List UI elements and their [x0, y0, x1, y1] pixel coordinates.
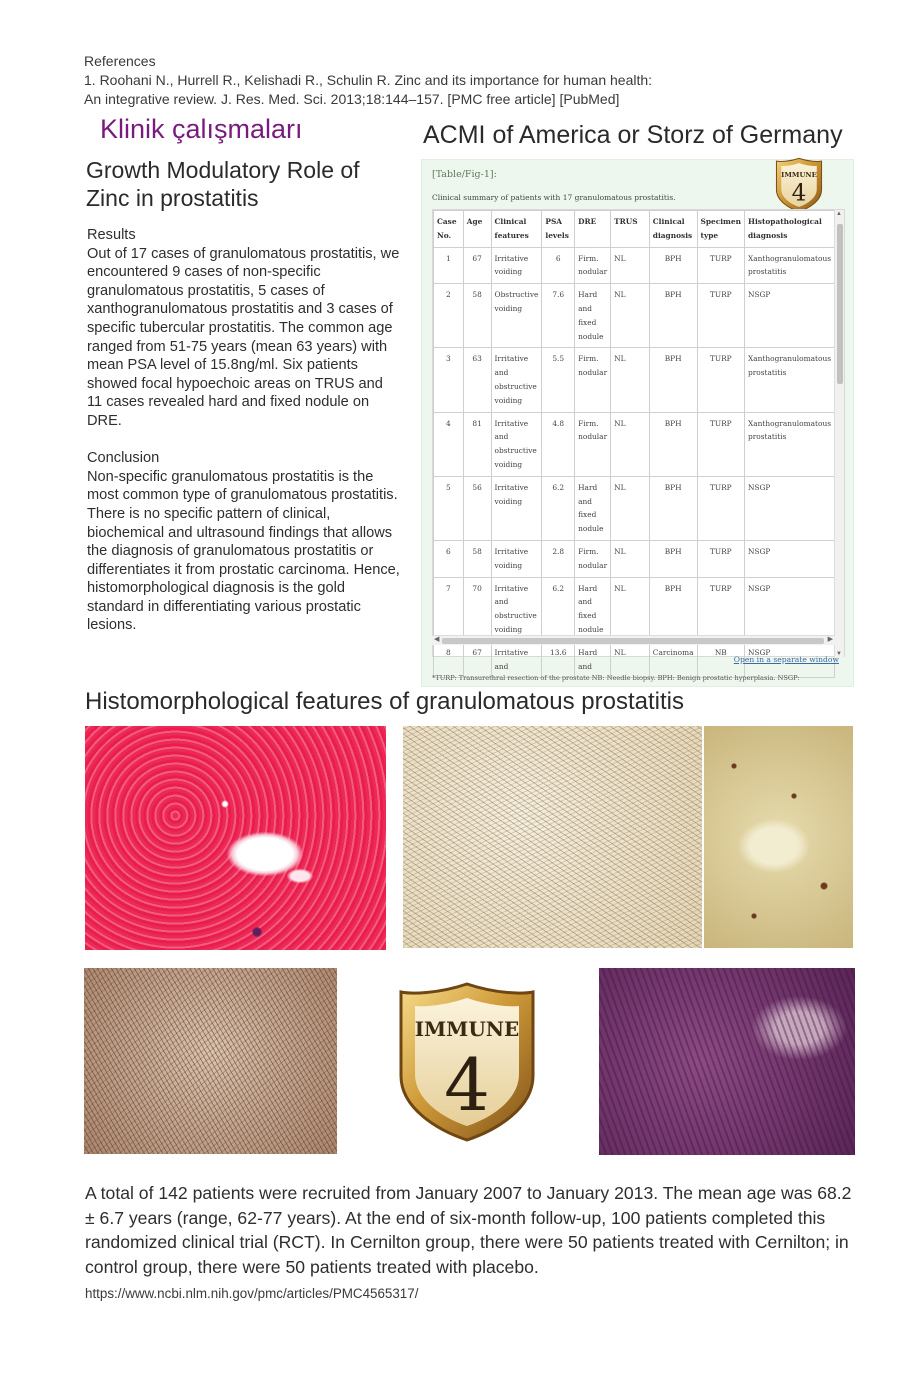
table-cell: NL [611, 476, 650, 540]
table-cell: TURP [697, 412, 744, 476]
th-age: Age [463, 211, 491, 248]
table-cell: 2 [434, 284, 464, 348]
table-cell: Irritative and obstructive voiding [491, 412, 542, 476]
results-section [87, 226, 402, 635]
table-cell: 4 [434, 412, 464, 476]
table-cell: NL [611, 284, 650, 348]
table-cell: Xanthogranulomatous prostatitis [745, 348, 835, 412]
table-cell: Obstructive voiding [491, 284, 542, 348]
table-cell: Xanthogranulomatous prostatitis [745, 412, 835, 476]
klinik-title: Klinik çalışmaları [100, 114, 303, 144]
table-row [434, 577, 835, 641]
table-cell: NL [611, 641, 650, 678]
table-cell: Firm. nodular [575, 247, 611, 284]
table-cell: NSGP [745, 577, 835, 641]
immune4-logo [397, 980, 537, 1144]
table-cell: NL [611, 412, 650, 476]
results-heading: Results [87, 227, 136, 243]
table-cell: Hard and fixed nodule [575, 577, 611, 641]
table-panel [421, 159, 854, 687]
table-cell: Irritative voiding [491, 540, 542, 577]
scroll-up-arrow-icon[interactable]: ▲ [836, 211, 842, 217]
histology-image-purple-stain [599, 968, 855, 1155]
th-clinical-diagnosis: Clinical diagnosis [649, 211, 697, 248]
table-cell: Firm. nodular [575, 348, 611, 412]
table-cell: TURP [697, 247, 744, 284]
table-cell: NB [697, 641, 744, 678]
table-cell: 3 [434, 348, 464, 412]
histology-image-brown-stain [84, 968, 337, 1154]
table-cell: 1 [434, 247, 464, 284]
table-cell: 81 [463, 412, 491, 476]
table-cell: 70 [463, 577, 491, 641]
table-cell: BPH [649, 476, 697, 540]
table-cell: Hard and fixed nodule [575, 284, 611, 348]
table-header-row [434, 211, 835, 248]
table-cell: Firm. nodular [575, 412, 611, 476]
table-cell: 67 [463, 247, 491, 284]
table-row [434, 247, 835, 284]
acmi-title: ACMI of America or Storz of Germany [423, 121, 843, 149]
table-cell: TURP [697, 476, 744, 540]
th-psa-levels: PSA levels [542, 211, 575, 248]
table-cell: 7.6 [542, 284, 575, 348]
logo-word-small: IMMUNE [781, 170, 817, 179]
logo-number-small: 4 [791, 179, 807, 207]
table-row [434, 412, 835, 476]
table-cell: BPH [649, 577, 697, 641]
histomorphological-title: Histomorphological features of granulomatous prostatitis [85, 688, 684, 715]
table-cell: 2.8 [542, 540, 575, 577]
table-cell: 56 [463, 476, 491, 540]
table-cell: 4.8 [542, 412, 575, 476]
growth-title: Growth Modulatory Role of Zinc in prostatitis [86, 157, 360, 211]
conclusion-heading: Conclusion [87, 450, 160, 467]
th-histopathological-diagnosis: Histopathological diagnosis [745, 211, 835, 248]
table-cell: 67 [463, 641, 491, 678]
scroll-left-arrow-icon[interactable]: ◀ [434, 636, 440, 643]
table-cell: TURP [697, 540, 744, 577]
table-cell: Irritative and [491, 641, 542, 678]
table-cell: Irritative voiding [491, 247, 542, 284]
open-separate-window-link[interactable]: Open in a separate window [733, 655, 839, 664]
logo-number: 4 [444, 1043, 490, 1127]
logo-word: IMMUNE [414, 1017, 520, 1041]
table-cell: TURP [697, 577, 744, 641]
table-cell: 5.5 [542, 348, 575, 412]
table-cell: 58 [463, 540, 491, 577]
table-cell: 7 [434, 577, 464, 641]
th-case-no: Case No. [434, 211, 464, 248]
th-trus: TRUS [611, 211, 650, 248]
table-cell: NL [611, 247, 650, 284]
table-cell: NL [611, 540, 650, 577]
horizontal-scrollbar[interactable] [432, 635, 835, 645]
table-cell: 58 [463, 284, 491, 348]
table-row [434, 348, 835, 412]
table-cell: Irritative and obstructive voiding [491, 577, 542, 641]
table-cell: NSGP [745, 641, 835, 678]
table-cell: BPH [649, 540, 697, 577]
table-cell: Hard and fixed nodule [575, 476, 611, 540]
table-cell: NL [611, 577, 650, 641]
scroll-down-arrow-icon[interactable]: ▼ [836, 651, 842, 657]
th-dre: DRE [575, 211, 611, 248]
table-cell: Hard and [575, 641, 611, 678]
table-footnote: *TURP: Transurethral resection of the prostate NB: Needle biopsy. BPH: Benign prostatic hyperplasia. NSGP: [432, 674, 800, 682]
horizontal-scroll-thumb[interactable] [442, 638, 824, 644]
scroll-right-arrow-icon[interactable]: ▶ [827, 636, 833, 643]
th-specimen-type: Specimen type [697, 211, 744, 248]
table-cell: NSGP [745, 476, 835, 540]
conclusion-body: Non-specific granulomatous prostatitis is the most common type of granulomatous prostatitis. There is no specific pattern of clinical, biochemical and ultrasound findings that allows the diagnosis of granulomatous prostatitis or differentiates it from prostatic carcinoma. Hence, histomorphological diagnosis is the gold standard in differentiating various prostatic lesions. [87, 468, 400, 634]
study-summary-text: A total of 142 patients were recruited from January 2007 to January 2013. The mean age was 68.2 ± 6.7 years (range, 62-77 years). At the end of six-month follow-up, 100 patients completed this randomized clinical trial (RCT). In Cernilton group, there were 50 patients treated with Cernilton; in control group, there were 50 patients treated with placebo. [85, 1183, 852, 1277]
table-cell: TURP [697, 348, 744, 412]
table-cell: 6.2 [542, 577, 575, 641]
section-gap [87, 431, 402, 450]
table-cell: TURP [697, 284, 744, 348]
reference-line-2: An integrative review. J. Res. Med. Sci. 2013;18:144–157. [PMC free article] [PubMed] [84, 91, 620, 107]
table-fig-label[interactable]: [Table/Fig-1]: [432, 169, 497, 180]
table-caption: Clinical summary of patients with 17 granulomatous prostatitis. [432, 193, 676, 202]
table-cell: NSGP [745, 284, 835, 348]
table-cell: 13.6 [542, 641, 575, 678]
clinical-summary-table [433, 210, 835, 678]
table-cell: Irritative and obstructive voiding [491, 348, 542, 412]
th-clinical-features: Clinical features [491, 211, 542, 248]
table-cell: 6 [542, 247, 575, 284]
table-cell: Xanthogranulomatous prostatitis [745, 247, 835, 284]
results-body: Out of 17 cases of granulomatous prostatitis, we encountered 9 cases of non-specific granulomatous prostatitis, 5 cases of xanthogranulomatous prostatitis and 3 cases of specific tubercular prostatitis. The common age ranged from 51-75 years (mean 63 years) with mean PSA level of 15.8ng/ml. Six patients showed focal hypoechoic areas on TRUS and 11 cases revealed hard and fixed nodule on DRE. [87, 245, 400, 429]
table-cell: BPH [649, 247, 697, 284]
table-cell: 6.2 [542, 476, 575, 540]
immune4-logo-small [774, 157, 824, 213]
table-cell: 6 [434, 540, 464, 577]
vertical-scrollbar[interactable] [834, 210, 844, 658]
histology-image-granuloma [403, 726, 702, 948]
references-block [84, 52, 804, 109]
table-cell: Irritative voiding [491, 476, 542, 540]
table-cell: BPH [649, 284, 697, 348]
table-row [434, 476, 835, 540]
table-cell: BPH [649, 348, 697, 412]
table-cell: 63 [463, 348, 491, 412]
table-cell: Carcinoma [649, 641, 697, 678]
table-row [434, 284, 835, 348]
table-row [434, 540, 835, 577]
table-cell: Firm. nodular [575, 540, 611, 577]
references-heading: References [84, 53, 156, 69]
histology-image-xanthoma-cells [704, 726, 853, 948]
table-cell: NSGP [745, 540, 835, 577]
vertical-scroll-thumb[interactable] [837, 224, 843, 384]
table-cell: 8 [434, 641, 464, 678]
source-url[interactable]: https://www.ncbi.nlm.nih.gov/pmc/articles/PMC4565317/ [85, 1286, 419, 1301]
histology-image-he-stain [85, 726, 386, 950]
table-cell: NL [611, 348, 650, 412]
reference-line-1: 1. Roohani N., Hurrell R., Kelishadi R., Schulin R. Zinc and its importance for human health: [84, 72, 653, 88]
table-cell: BPH [649, 412, 697, 476]
table-cell: 5 [434, 476, 464, 540]
